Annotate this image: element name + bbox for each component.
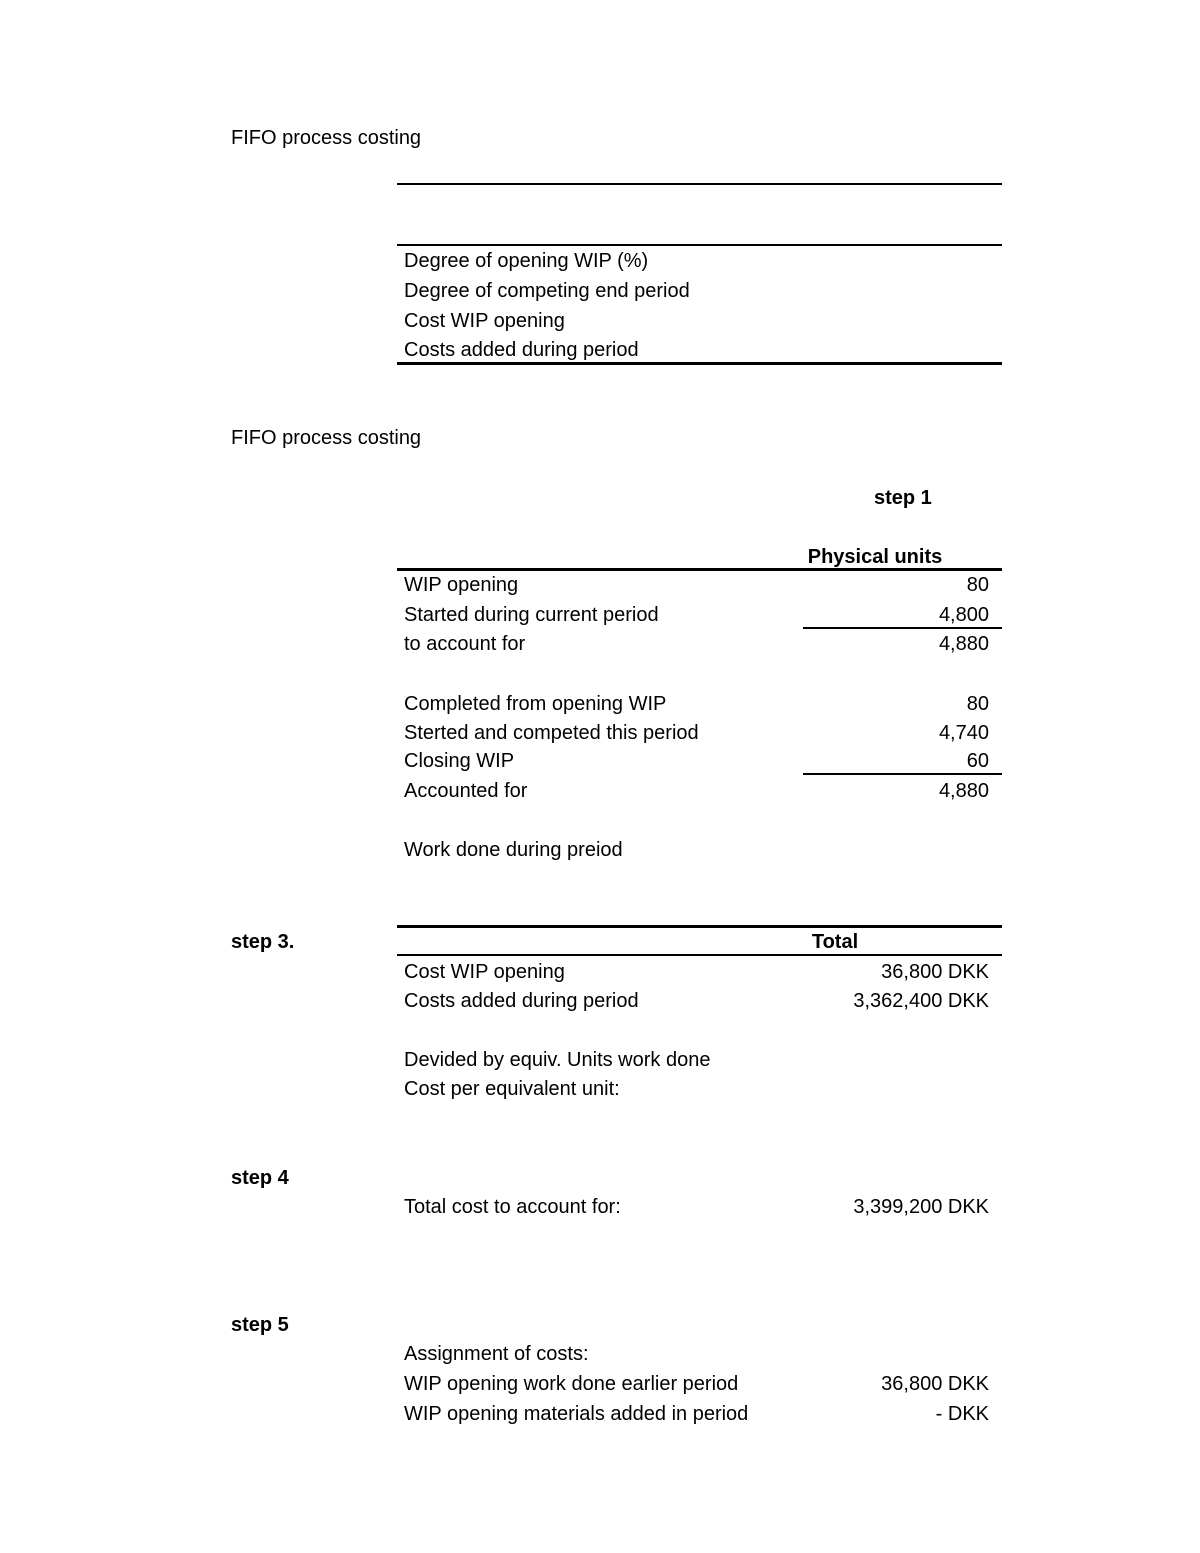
table1-row-costs-added: Costs added during period <box>404 339 639 361</box>
step3-cost-wip-opening-label: Cost WIP opening <box>404 961 565 983</box>
table1-top-rule <box>397 183 1002 185</box>
wip-materials-added-value: - DKK <box>935 1403 989 1425</box>
total-cost-value: 3,399,200 DKK <box>853 1196 989 1218</box>
step3-costs-added-value: 3,362,400 DKK <box>853 990 989 1012</box>
row-accounted-for-value: 4,880 <box>938 780 989 802</box>
table1-row-cost-wip-opening: Cost WIP opening <box>404 310 565 332</box>
table1-bottom-rule <box>397 362 1002 365</box>
subtotal-rule-2 <box>803 773 1002 775</box>
table1-row-degree-opening: Degree of opening WIP (%) <box>404 250 649 272</box>
row-started-value: 4,800 <box>938 604 989 626</box>
work-done-label: Work done during preiod <box>404 839 623 861</box>
row-completed-opening-label: Completed from opening WIP <box>404 693 667 715</box>
row-started-completed-label: Sterted and competed this period <box>404 722 699 744</box>
physical-units-header-rule <box>397 568 1002 571</box>
table1-header-rule <box>397 244 1002 246</box>
total-header: Total <box>811 931 859 953</box>
step3-costs-added-label: Costs added during period <box>404 990 639 1012</box>
table1-row-degree-completing: Degree of competing end period <box>404 280 690 302</box>
row-closing-wip-value: 60 <box>966 750 989 772</box>
step1-label: step 1 <box>874 487 932 509</box>
assignment-label: Assignment of costs: <box>404 1343 589 1365</box>
total-cost-label: Total cost to account for: <box>404 1196 621 1218</box>
row-started-completed-value: 4,740 <box>938 722 989 744</box>
row-wip-opening-value: 80 <box>966 574 989 596</box>
step3-label: step 3. <box>231 931 295 953</box>
wip-earlier-period-value: 36,800 DKK <box>881 1373 989 1395</box>
section1-title: FIFO process costing <box>231 127 422 149</box>
row-accounted-for-label: Accounted for <box>404 780 528 802</box>
physical-units-header: Physical units <box>807 546 943 568</box>
row-to-account-for-label: to account for <box>404 633 526 655</box>
step5-label: step 5 <box>231 1314 289 1336</box>
cost-per-unit-label: Cost per equivalent unit: <box>404 1078 620 1100</box>
wip-earlier-period-label: WIP opening work done earlier period <box>404 1373 739 1395</box>
wip-materials-added-label: WIP opening materials added in period <box>404 1403 749 1425</box>
row-started-label: Started during current period <box>404 604 659 626</box>
section2-title: FIFO process costing <box>231 427 422 449</box>
step4-label: step 4 <box>231 1167 289 1189</box>
row-closing-wip-label: Closing WIP <box>404 750 515 772</box>
row-wip-opening-label: WIP opening <box>404 574 519 596</box>
step3-top-rule <box>397 925 1002 928</box>
step3-cost-wip-opening-value: 36,800 DKK <box>881 961 989 983</box>
divided-by-label: Devided by equiv. Units work done <box>404 1049 711 1071</box>
subtotal-rule-1 <box>803 627 1002 629</box>
step3-header-rule <box>397 954 1002 956</box>
row-to-account-for-value: 4,880 <box>938 633 989 655</box>
row-completed-opening-value: 80 <box>966 693 989 715</box>
